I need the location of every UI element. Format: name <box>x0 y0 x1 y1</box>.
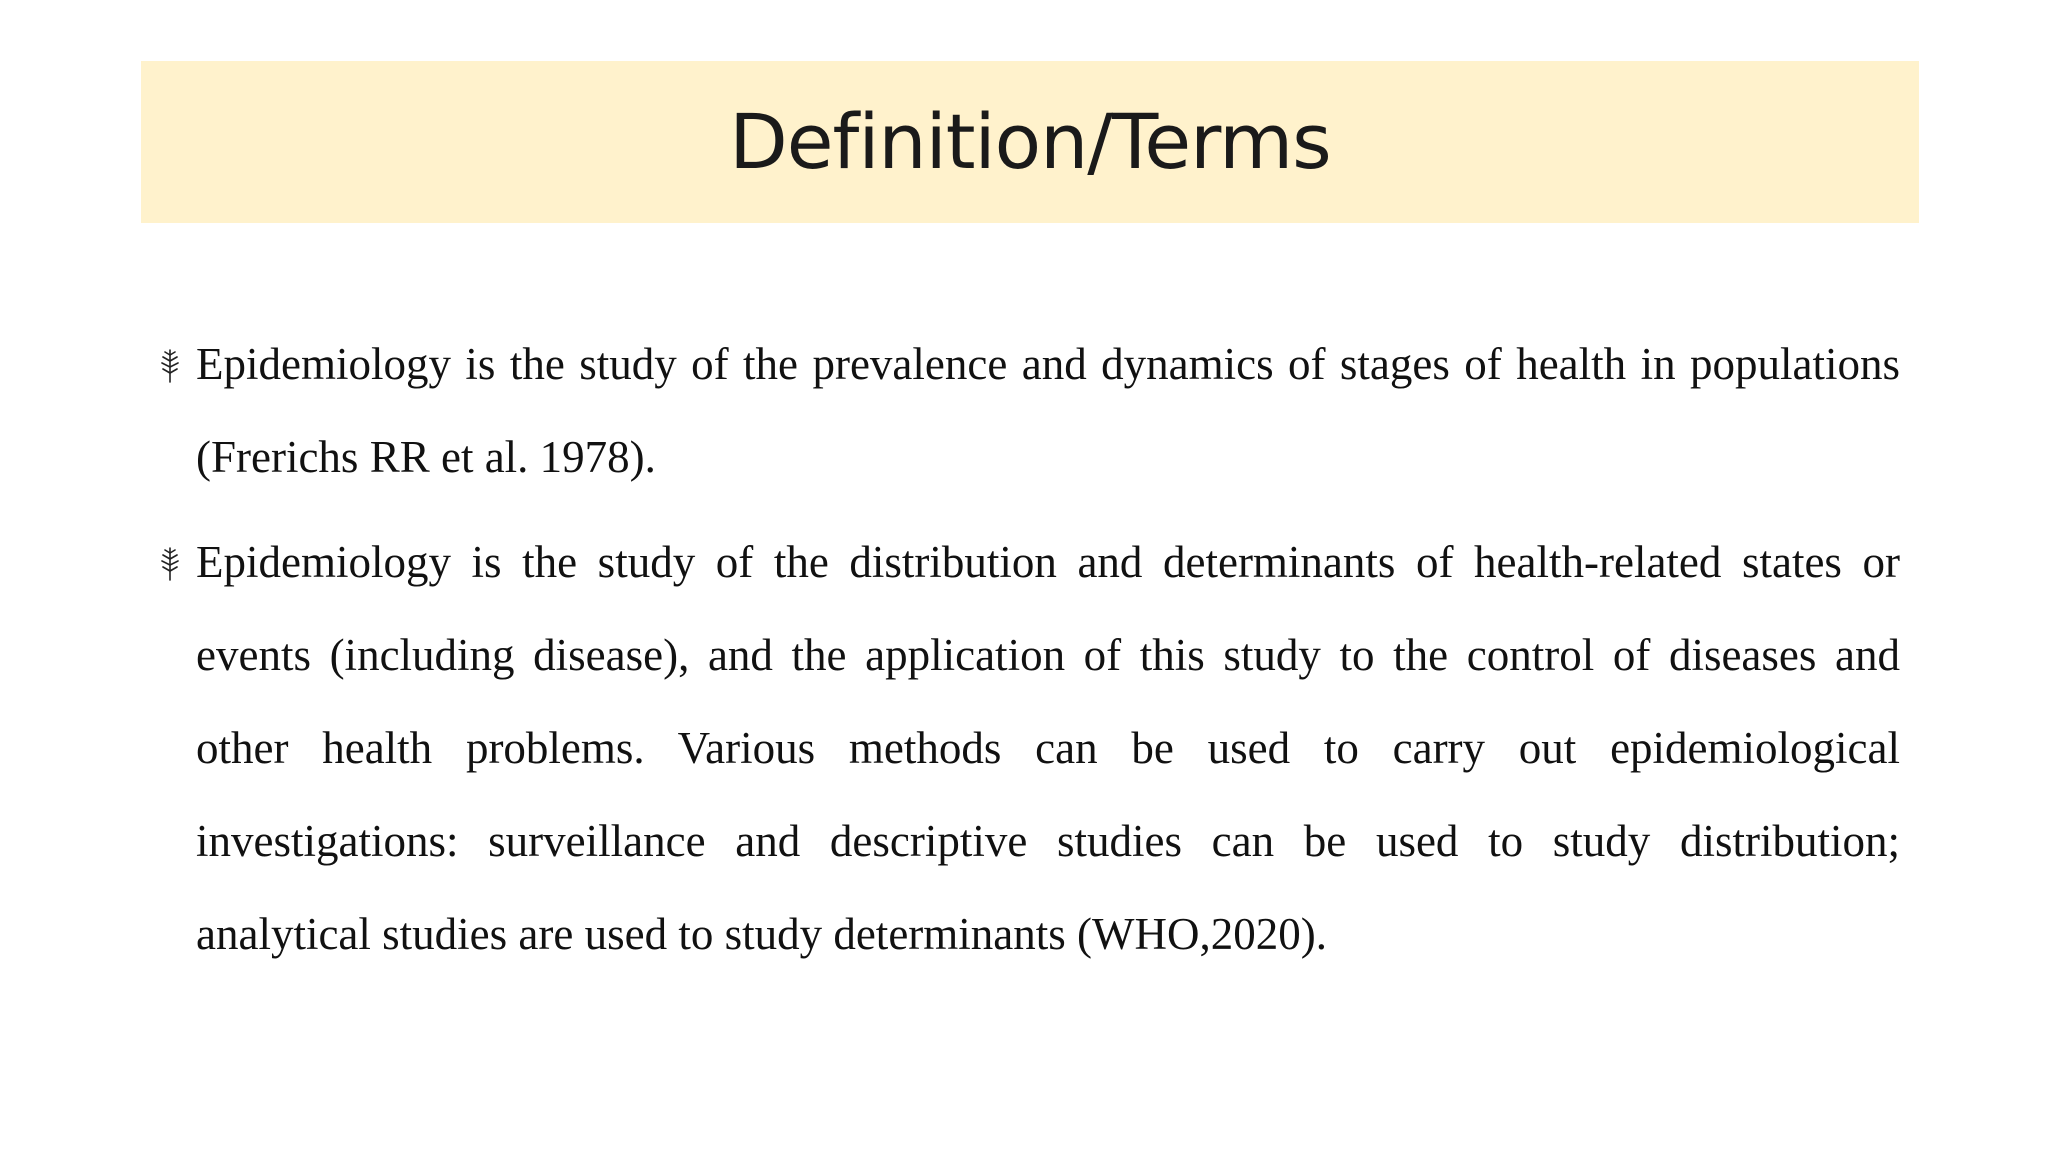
bullet-item <box>158 516 1900 981</box>
slide-title: Definition/Terms <box>729 97 1331 186</box>
bullet-item <box>158 318 1900 504</box>
fern-leaf-icon <box>158 546 182 582</box>
title-band <box>141 61 1919 223</box>
fern-leaf-icon <box>158 348 182 384</box>
bullet-text: Epidemiology is the study of the prevalence and dynamics of stages of health in populations (Frerichs RR et al. 1978). <box>196 339 1900 482</box>
slide-content <box>158 318 1900 993</box>
bullet-text: Epidemiology is the study of the distribution and determinants of health-related states or events (including disease), and the application of this study to the control of diseases and other health problems. Various methods can be used to carry out epidemiological investigations: surveillance and descriptive studies can be used to study distribution; analytical studies are used to study determinants (WHO,2020). <box>196 537 1900 959</box>
